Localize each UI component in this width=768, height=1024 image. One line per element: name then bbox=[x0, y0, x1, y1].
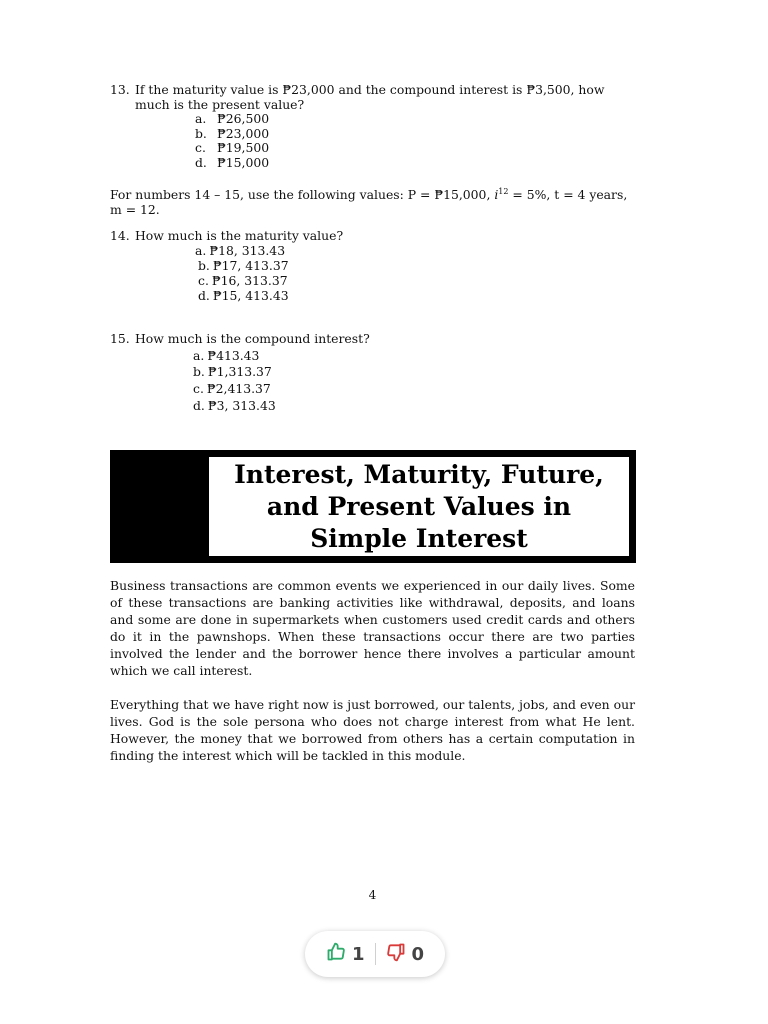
answer-option-c bbox=[193, 381, 271, 396]
option-text: ₱15,000 bbox=[217, 155, 270, 170]
answer-option-d bbox=[198, 288, 289, 303]
question-text: If the maturity value is ₱23,000 and the compound interest is ₱3,500, how bbox=[135, 82, 605, 97]
downvote-button[interactable] bbox=[376, 942, 435, 966]
rating-widget bbox=[305, 931, 445, 977]
option-text: ₱26,500 bbox=[217, 111, 270, 126]
section-title bbox=[228, 459, 610, 555]
question-number: 13. bbox=[110, 82, 130, 97]
option-text: ₱15, 413.43 bbox=[212, 288, 289, 303]
option-letter: c. bbox=[193, 381, 204, 396]
option-letter: d. bbox=[195, 155, 207, 170]
option-text: ₱17, 413.37 bbox=[212, 258, 289, 273]
rate-symbol: i bbox=[494, 187, 499, 203]
option-letter: c. bbox=[198, 273, 209, 288]
question-text: How much is the maturity value? bbox=[135, 228, 344, 243]
question-text-continued: much is the present value? bbox=[135, 97, 305, 112]
answer-option-d bbox=[193, 398, 276, 413]
instruction-line bbox=[110, 184, 627, 202]
option-text: ₱2,413.37 bbox=[206, 381, 271, 396]
answer-option-a bbox=[195, 243, 285, 258]
banner-black-block bbox=[115, 455, 205, 558]
thumbs-down-icon bbox=[386, 942, 406, 966]
answer-option-b bbox=[193, 364, 272, 379]
option-letter: d. bbox=[193, 398, 205, 413]
instruction-line-2: m = 12. bbox=[110, 202, 160, 217]
section-title-line-2: and Present Values in bbox=[266, 491, 572, 521]
upvote-button[interactable] bbox=[316, 942, 375, 966]
option-letter: b. bbox=[198, 258, 210, 273]
question-number: 15. bbox=[110, 331, 130, 346]
option-text: ₱19,500 bbox=[217, 140, 270, 155]
answer-option-a bbox=[193, 348, 259, 363]
option-letter: d. bbox=[198, 288, 210, 303]
section-title-line-3: Simple Interest bbox=[310, 523, 528, 553]
option-letter: c. bbox=[195, 140, 206, 155]
option-text: ₱1,313.37 bbox=[207, 364, 272, 379]
option-letter: b. bbox=[193, 364, 205, 379]
answer-option-d bbox=[195, 155, 269, 170]
answer-option-c bbox=[198, 273, 288, 288]
option-text: ₱3, 313.43 bbox=[207, 398, 276, 413]
instruction-text: For numbers 14 – 15, use the following values: P = ₱15,000, bbox=[110, 187, 495, 203]
option-letter: a. bbox=[195, 243, 207, 258]
banner-title-box bbox=[208, 456, 630, 557]
question-text: How much is the compound interest? bbox=[135, 331, 370, 346]
rate-superscript: 12 bbox=[498, 187, 509, 196]
thumbs-up-icon bbox=[326, 942, 346, 966]
option-letter: a. bbox=[193, 348, 205, 363]
question-number: 14. bbox=[110, 228, 130, 243]
option-text: ₱413.43 bbox=[207, 348, 260, 363]
answer-option-b bbox=[198, 258, 289, 273]
instruction-text-suffix: = 5%, t = 4 years, bbox=[508, 187, 628, 203]
option-text: ₱23,000 bbox=[217, 126, 270, 141]
option-letter: b. bbox=[195, 126, 207, 141]
section-title-line-1: Interest, Maturity, Future, bbox=[234, 459, 604, 489]
answer-option-c bbox=[195, 140, 269, 155]
body-paragraph-2: Everything that we have right now is just borrowed, our talents, jobs, and even our lives. God is the sole persona who does not charge interest from what He lent. However, the money that we borrowed from others has a certain computation in finding the interest which will be tackled in this module. bbox=[110, 697, 635, 763]
option-text: ₱18, 313.43 bbox=[209, 243, 286, 258]
page-number: 4 bbox=[368, 888, 377, 902]
option-letter: a. bbox=[195, 111, 207, 126]
answer-option-a bbox=[195, 111, 269, 126]
option-text: ₱16, 313.37 bbox=[211, 273, 288, 288]
section-title-banner bbox=[110, 450, 636, 563]
downvote-count: 0 bbox=[411, 943, 425, 965]
upvote-count: 1 bbox=[351, 943, 365, 965]
body-paragraph-1: Business transactions are common events we experienced in our daily lives. Some of these transactions are banking activities like withdrawal, deposits, and loans and some are done in supermarkets when customers used credit cards and others do it in the pawnshops. When these transactions occur there are two parties involved the lender and the borrower hence there involves a particular amount which we call interest. bbox=[110, 578, 635, 678]
answer-option-b bbox=[195, 126, 269, 141]
